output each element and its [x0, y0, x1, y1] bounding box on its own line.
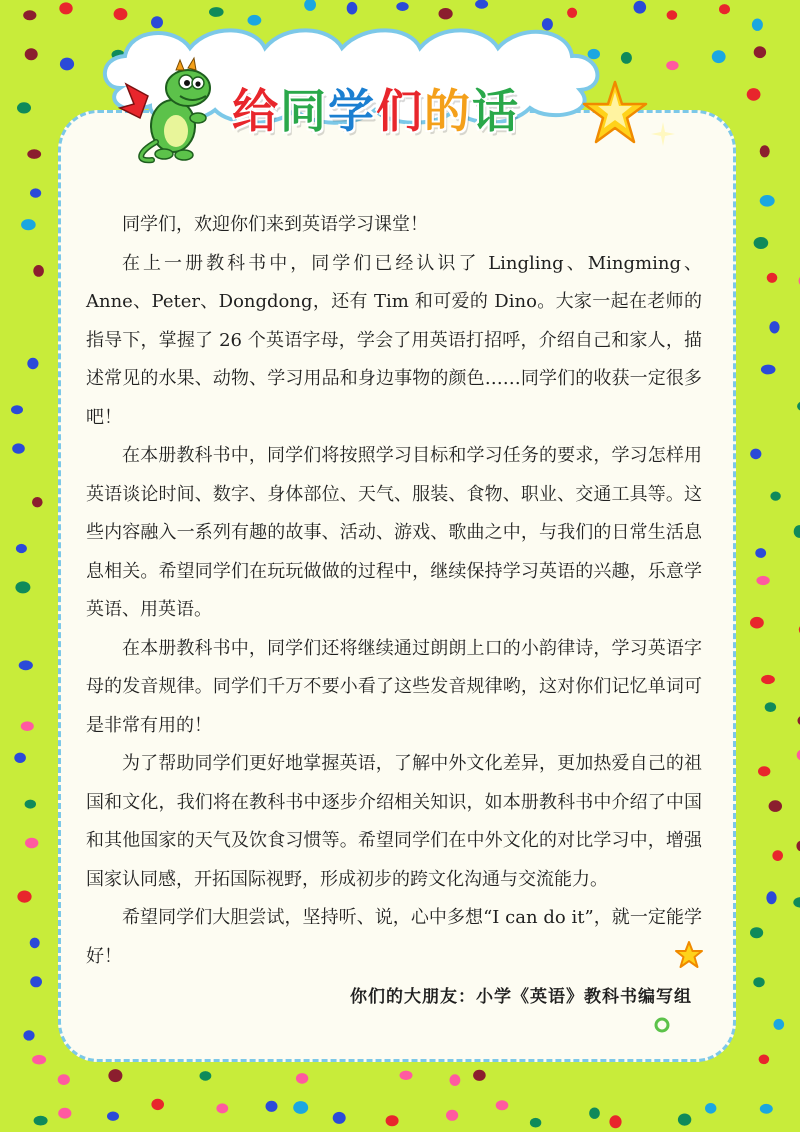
polka-dot — [400, 1071, 413, 1080]
dragon-icon — [118, 56, 228, 166]
polka-dot — [770, 492, 780, 501]
polka-dot — [772, 850, 783, 861]
polka-dot — [753, 977, 764, 987]
polka-dot — [589, 1108, 600, 1119]
polka-dot — [30, 976, 42, 987]
polka-dot — [767, 273, 778, 283]
polka-dot — [33, 265, 44, 277]
polka-dot — [712, 50, 726, 63]
polka-dot — [17, 891, 31, 903]
polka-dot — [58, 1074, 70, 1085]
polka-dot — [21, 219, 36, 230]
polka-dot — [23, 1030, 34, 1040]
polka-dot — [108, 1069, 122, 1082]
polka-dot — [755, 548, 766, 558]
polka-dot — [34, 1116, 48, 1126]
polka-dot — [27, 358, 38, 369]
polka-dot — [634, 1, 647, 14]
polka-dot — [750, 617, 764, 629]
title-char: 同 — [280, 84, 328, 138]
polka-dot — [754, 46, 766, 58]
polka-dot — [32, 1055, 46, 1065]
polka-dot — [25, 48, 38, 60]
paragraph-encouragement: 希望同学们大胆尝试，坚持听、说，心中多想“I can do it”，就一定能学好！ — [86, 907, 702, 967]
sparkle-icon — [651, 122, 675, 146]
polka-dot — [769, 321, 779, 333]
polka-dot — [107, 1112, 119, 1121]
polka-dot — [25, 800, 36, 809]
polka-dot — [796, 841, 800, 852]
title-char: 给 — [232, 84, 280, 138]
polka-dot — [59, 2, 72, 14]
polka-dot — [15, 581, 30, 593]
polka-dot — [754, 237, 769, 249]
polka-dot — [32, 497, 43, 507]
polka-dot — [450, 1074, 461, 1086]
polka-dot — [609, 1115, 621, 1128]
polka-dot — [766, 891, 776, 904]
polka-dot — [209, 7, 224, 17]
polka-dot — [19, 660, 33, 670]
polka-dot — [60, 58, 74, 71]
polka-dot — [750, 927, 763, 938]
polka-dot — [666, 61, 678, 70]
polka-dot — [747, 88, 761, 101]
polka-dot — [719, 4, 730, 14]
polka-dot — [750, 449, 761, 460]
polka-dot — [769, 800, 782, 812]
polka-dot — [530, 1118, 541, 1128]
polka-dot — [27, 149, 41, 159]
title-char: 话 — [472, 84, 520, 138]
signoff: 你们的大朋友：小学《英语》教科书编写组 — [350, 987, 692, 1007]
polka-dot — [396, 2, 408, 11]
polka-dot — [30, 188, 41, 197]
paragraph-review: 在上一册教科书中，同学们已经认识了 Lingling、Mingming、Anne、Peter、Dongdong，还有 Tim 和可爱的 Dino。大家一起在老师的指导下，掌握了 26 个英语字母，学会了用英语打招呼，介绍自己和家人，描述常见的水果、动物、学习用品和身边事物的颜色……同学们的收获一定很多吧！ — [86, 252, 702, 428]
polka-dot — [752, 19, 763, 31]
page-title — [232, 84, 520, 138]
polka-dot — [496, 1100, 509, 1110]
ring-icon — [653, 1016, 671, 1034]
polka-dot — [761, 675, 775, 684]
polka-dot — [756, 576, 769, 585]
polka-dot — [21, 721, 34, 731]
star-icon — [580, 78, 650, 148]
polka-dot — [151, 1099, 164, 1110]
polka-dot — [30, 938, 40, 949]
polka-dot — [678, 1114, 691, 1126]
paragraph-phonics: 在本册教科书中，同学们还将继续通过朗朗上口的小韵律诗，学习英语字母的发音规律。同学们千万不要小看了这些发音规律哟，这对你们记忆单词可是非常有用的！ — [86, 637, 702, 736]
polka-dot — [347, 2, 358, 15]
title-char: 学 — [328, 84, 376, 138]
polka-dot — [14, 753, 26, 763]
polka-dot — [794, 525, 800, 538]
polka-dot — [11, 405, 23, 414]
polka-dot — [760, 195, 775, 207]
polka-dot — [12, 443, 25, 453]
polka-dot — [16, 544, 27, 553]
polka-dot — [266, 1101, 278, 1112]
polka-dot — [296, 1073, 308, 1084]
polka-dot — [25, 838, 38, 849]
polka-dot — [333, 1112, 346, 1124]
polka-dot — [475, 0, 488, 9]
polka-dot — [293, 1101, 308, 1114]
letter-body — [86, 206, 702, 976]
paragraph-greeting: 同学们，欢迎你们来到英语学习课堂！ — [122, 214, 428, 235]
polka-dot — [760, 145, 770, 157]
polka-dot — [667, 10, 678, 20]
polka-dot — [759, 1055, 770, 1065]
polka-dot — [200, 1071, 212, 1081]
polka-dot — [567, 8, 577, 18]
polka-dot — [23, 10, 36, 20]
polka-dot — [17, 102, 31, 113]
polka-dot — [758, 766, 770, 776]
polka-dot — [216, 1103, 228, 1113]
polka-dot — [58, 1108, 71, 1119]
polka-dot — [705, 1103, 716, 1114]
title-char: 们 — [376, 84, 424, 138]
polka-dot — [386, 1115, 399, 1126]
title-char: 的 — [424, 84, 472, 138]
polka-dot — [760, 1104, 773, 1114]
star-icon — [674, 940, 704, 970]
polka-dot — [446, 1110, 458, 1121]
polka-dot — [761, 365, 776, 375]
polka-dot — [793, 897, 800, 908]
paragraph-this-book: 在本册教科书中，同学们将按照学习目标和学习任务的要求，学习怎样用英语谈论时间、数字、身体部位、天气、服装、食物、职业、交通工具等。这些内容融入一系列有趣的故事、活动、游戏、歌曲之中，与我们的日常生活息息相关。希望同学们在玩玩做做的过程中，继续保持学习英语的兴趣，乐意学英语、用英语。 — [86, 445, 702, 620]
polka-dot — [774, 1019, 785, 1030]
paragraph-culture: 为了帮助同学们更好地掌握英语，了解中外文化差异，更加热爱自己的祖国和文化，我们将在教科书中逐步介绍相关知识，如本册教科书中介绍了中国和其他国家的天气及饮食习惯等。希望同学们在中外文化的对比学习中，增强国家认同感，开拓国际视野，形成初步的跨文化沟通与交流能力。 — [86, 753, 702, 890]
polka-dot — [765, 702, 776, 712]
polka-dot — [304, 0, 316, 11]
polka-dot — [473, 1070, 486, 1081]
